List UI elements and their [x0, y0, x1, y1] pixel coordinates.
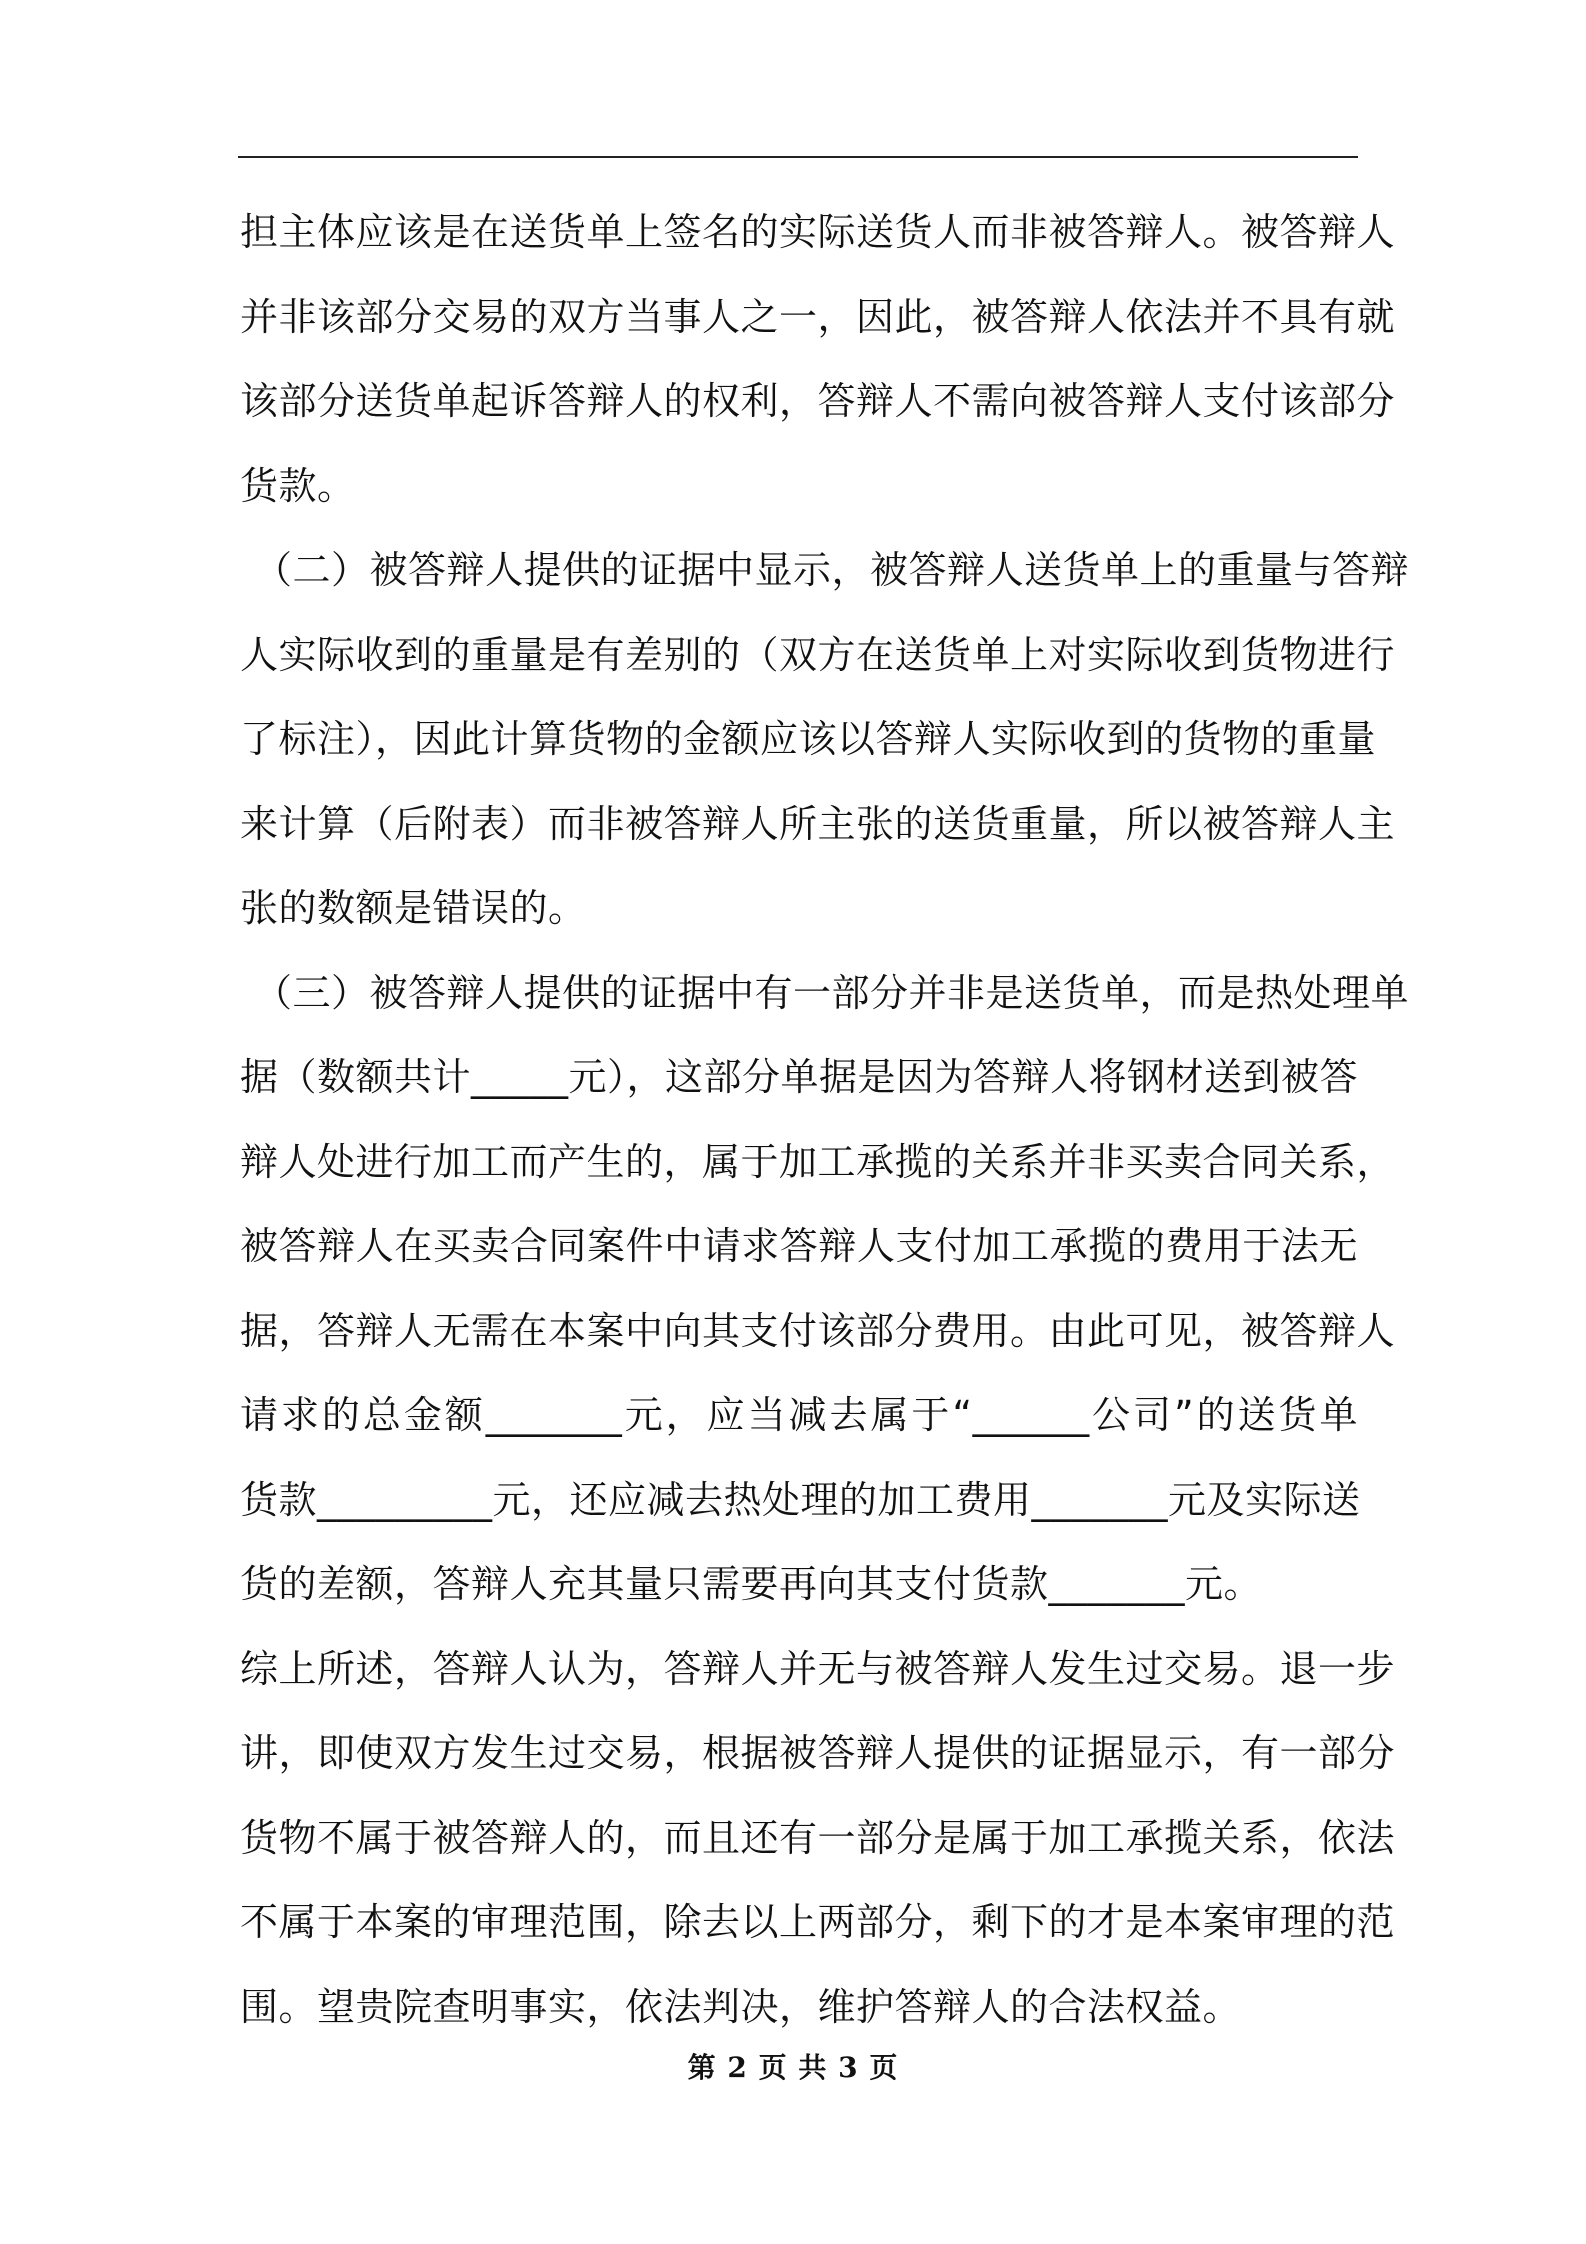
text-line: 了标注），因此计算货物的金额应该以答辩人实际收到的货物的重量	[240, 717, 1377, 761]
text-line: 担主体应该是在送货单上签名的实际送货人而非被答辩人。被答辩人	[240, 210, 1396, 254]
text-line: 据（数额共计_____元），这部分单据是因为答辩人将钢材送到被答	[240, 1055, 1359, 1099]
text-line: 货款_________元，还应减去热处理的加工费用_______元及实际送	[240, 1477, 1361, 1522]
text-line: 被答辩人在买卖合同案件中请求答辩人支付加工承揽的费用于法无	[240, 1224, 1358, 1268]
text-line: 不属于本案的审理范围，除去以上两部分，剩下的才是本案审理的范	[240, 1900, 1396, 1944]
text-line: 货的差额，答辩人充其量只需要再向其支付货款_______元。	[240, 1562, 1263, 1606]
text-line: 辩人处进行加工而产生的，属于加工承揽的关系并非买卖合同关系，	[240, 1139, 1396, 1184]
text-line: 综上所述，答辩人认为，答辩人并无与被答辩人发生过交易。退一步	[240, 1646, 1396, 1691]
text-line: 请求的总金额_______元，应当减去属于“______公司”的送货单	[240, 1393, 1358, 1437]
text-line: 货款。	[240, 463, 356, 508]
text-line: 人实际收到的重量是有差别的（双方在送货单上对实际收到货物进行	[240, 632, 1396, 677]
text-line: 该部分送货单起诉答辩人的权利，答辩人不需向被答辩人支付该部分	[240, 379, 1396, 423]
text-line: （三）被答辩人提供的证据中有一部分并非是送货单，而是热处理单	[254, 970, 1410, 1015]
text-line: 讲，即使双方发生过交易，根据被答辩人提供的证据显示，有一部分	[240, 1731, 1396, 1775]
text-line: （二）被答辩人提供的证据中显示，被答辩人送货单上的重量与答辩	[254, 548, 1410, 592]
text-line: 据，答辩人无需在本案中向其支付该部分费用。由此可见，被答辩人	[240, 1308, 1396, 1353]
text-line: 并非该部分交易的双方当事人之一，因此，被答辩人依法并不具有就	[240, 294, 1396, 339]
document-body	[240, 190, 1410, 2049]
page-number: 第 2 页 共 3 页	[687, 2051, 899, 2084]
text-line: 围。望贵院查明事实，依法判决，维护答辩人的合法权益。	[240, 1984, 1242, 2029]
header-rule	[238, 156, 1358, 158]
text-line: 货物不属于被答辩人的，而且还有一部分是属于加工承揽关系，依法	[240, 1815, 1396, 1860]
text-line: 张的数额是错误的。	[240, 886, 587, 930]
text-line: 来计算（后附表）而非被答辩人所主张的送货重量，所以被答辩人主	[240, 801, 1396, 846]
